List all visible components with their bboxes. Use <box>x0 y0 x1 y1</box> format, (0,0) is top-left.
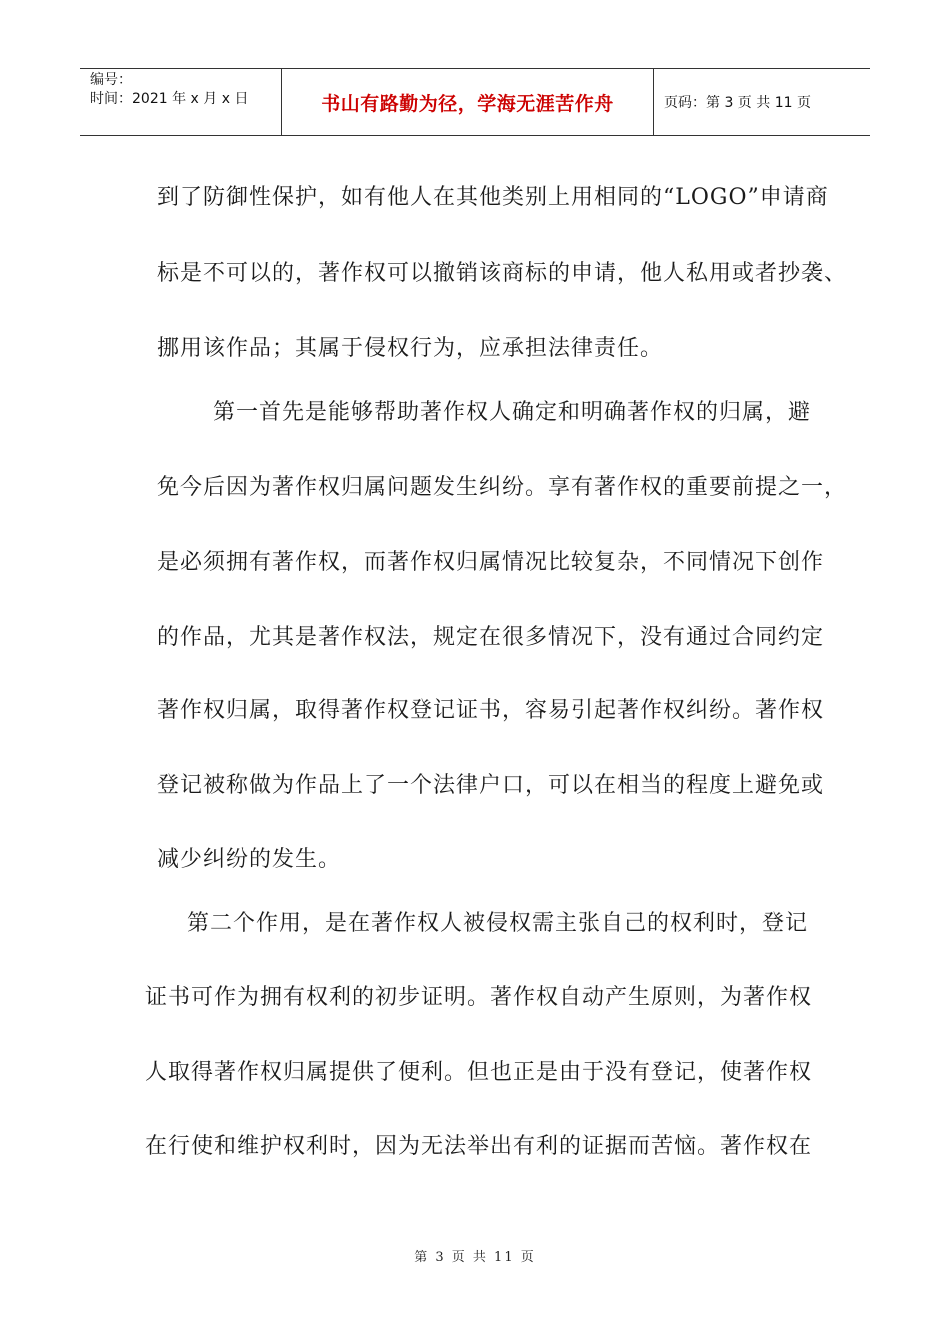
header-page-info: 页码：第 3 页 共 11 页 <box>664 95 811 111</box>
body-line: 是必须拥有著作权，而著作权归属情况比较复杂，不同情况下创作 <box>157 550 825 575</box>
body-line: 第一首先是能够帮助著作权人确定和明确著作权的归属，避 <box>213 400 812 425</box>
body-line: 的作品，尤其是著作权法，规定在很多情况下，没有通过合同约定 <box>157 625 825 650</box>
body-line: 登记被称做为作品上了一个法律户口，可以在相当的程度上避免或 <box>157 773 825 798</box>
body-line: 减少纠纷的发生。 <box>157 847 342 872</box>
body-line: 人取得著作权归属提供了便利。但也正是由于没有登记，使著作权 <box>145 1060 813 1085</box>
body-line: 挪用该作品；其属于侵权行为，应承担法律责任。 <box>157 336 664 361</box>
body-line: 标是不可以的，著作权可以撤销该商标的申请，他人私用或者抄袭、 <box>157 261 848 286</box>
page-footer: 第 3 页 共 11 页 <box>414 1250 536 1265</box>
body-line: 在行使和维护权利时，因为无法举出有利的证据而苦恼。著作权在 <box>145 1134 813 1159</box>
body-line: 著作权归属，取得著作权登记证书，容易引起著作权纠纷。著作权 <box>157 698 825 723</box>
body-line: 免今后因为著作权归属问题发生纠纷。享有著作权的重要前提之一， <box>157 475 848 500</box>
body-line: 证书可作为拥有权利的初步证明。著作权自动产生原则，为著作权 <box>145 985 813 1010</box>
header-motto: 书山有路勤为径，学海无涯苦作舟 <box>282 69 654 135</box>
body-line: 到了防御性保护，如有他人在其他类别上用相同的“LOGO”申请商 <box>157 185 829 210</box>
document-time-label: 时间：2021 年 x 月 x 日 <box>90 91 249 107</box>
body-line: 第二个作用，是在著作权人被侵权需主张自己的权利时，登记 <box>187 911 809 936</box>
page-header <box>80 68 870 136</box>
header-meta <box>80 69 282 135</box>
document-number-label: 编号： <box>90 72 132 88</box>
